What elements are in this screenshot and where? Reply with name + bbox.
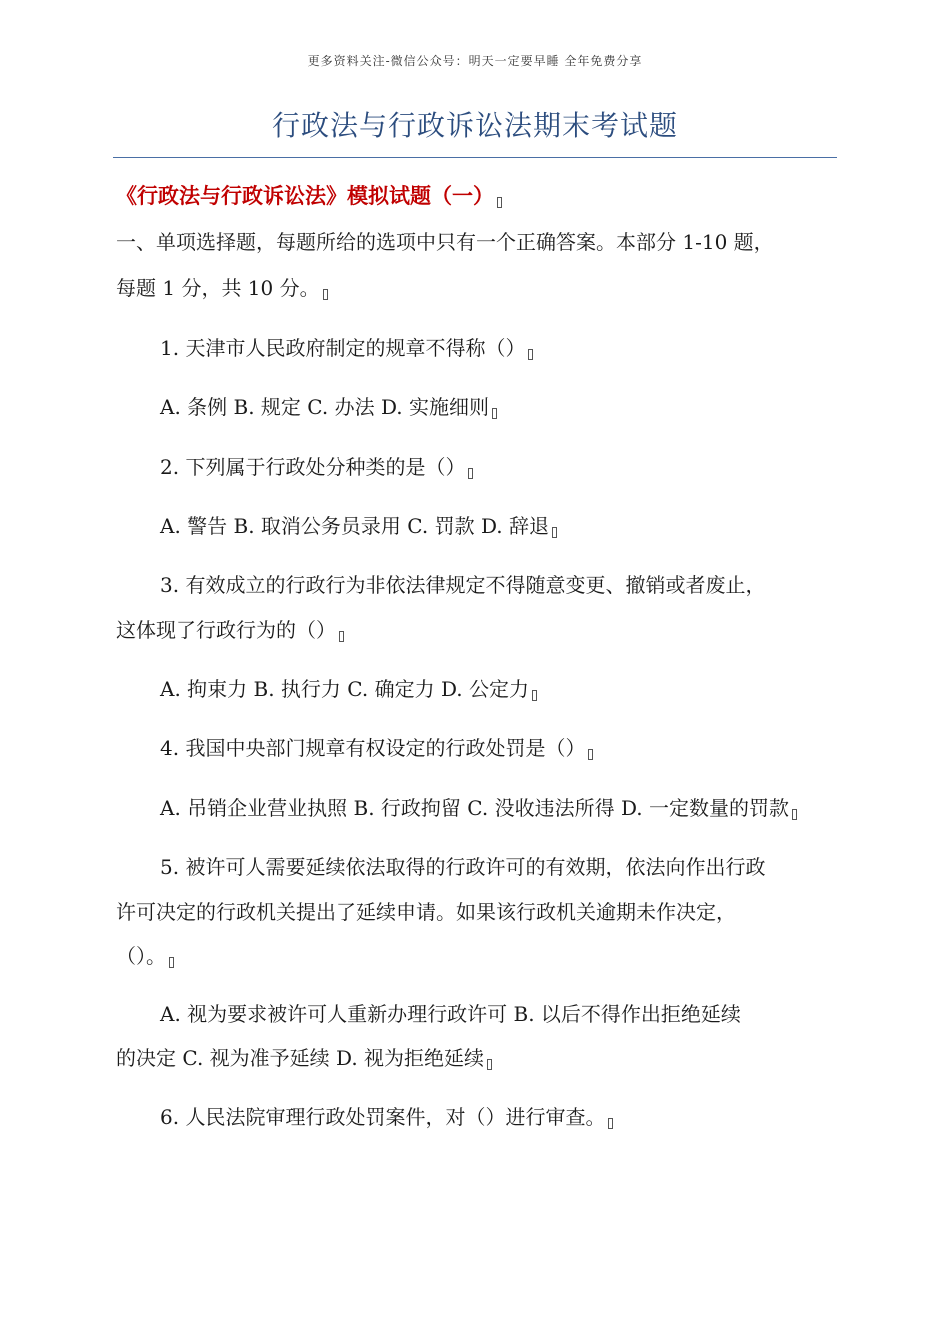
question-5-line-1 xyxy=(160,854,765,880)
line-text: （）。 xyxy=(116,944,166,968)
paragraph-mark-icon xyxy=(323,289,328,300)
paragraph-mark-icon xyxy=(528,349,533,360)
line-text: 4. 我国中央部门规章有权设定的行政处罚是（） xyxy=(160,736,586,760)
line-text: 一、单项选择题，每题所给的选项中只有一个正确答案。本部分 1-10 题， xyxy=(116,230,774,254)
line-text: 6. 人民法院审理行政处罚案件，对（）进行审查。 xyxy=(160,1105,606,1129)
line-text: A. 视为要求被许可人重新办理行政许可 B. 以后不得作出拒绝延续 xyxy=(160,1002,741,1026)
question-1-options xyxy=(160,394,497,420)
paragraph-mark-icon xyxy=(487,1059,492,1070)
question-2 xyxy=(160,454,473,480)
line-text: 3. 有效成立的行政行为非依法律规定不得随意变更、撤销或者废止， xyxy=(160,573,766,597)
paragraph-mark-icon xyxy=(792,809,797,820)
question-2-options xyxy=(160,513,557,539)
line-text: 每题 1 分，共 10 分。 xyxy=(116,276,320,300)
line-text: A. 吊销企业营业执照 B. 行政拘留 C. 没收违法所得 D. 一定数量的罚款 xyxy=(160,796,789,820)
paragraph-mark-icon xyxy=(552,527,557,538)
line-text: 1. 天津市人民政府制定的规章不得称（） xyxy=(160,336,526,360)
instruction-line-1 xyxy=(116,229,774,255)
title-divider xyxy=(113,157,837,158)
paragraph-mark-icon xyxy=(339,631,344,642)
instruction-line-2 xyxy=(116,275,328,301)
question-5-line-2 xyxy=(116,899,736,925)
question-6 xyxy=(160,1104,613,1130)
paragraph-mark-icon xyxy=(468,468,473,479)
line-text: 这体现了行政行为的（） xyxy=(116,618,336,642)
question-3-options xyxy=(160,676,537,702)
paragraph-mark-icon xyxy=(588,749,593,760)
header-note: 更多资料关注-微信公众号：明天一定要早睡 全年免费分享 xyxy=(307,54,643,68)
question-5-line-3 xyxy=(116,943,174,969)
line-text: 许可决定的行政机关提出了延续申请。如果该行政机关逾期未作决定， xyxy=(116,900,736,924)
line-text: 2. 下列属于行政处分种类的是（） xyxy=(160,455,466,479)
line-text: A. 条例 B. 规定 C. 办法 D. 实施细则 xyxy=(160,395,489,419)
line-text: A. 警告 B. 取消公务员录用 C. 罚款 D. 辞退 xyxy=(160,514,549,538)
paragraph-mark-icon xyxy=(492,408,497,419)
line-text: 的决定 C. 视为准予延续 D. 视为拒绝延续 xyxy=(116,1046,485,1070)
paragraph-mark-icon xyxy=(532,690,537,701)
paragraph-mark-icon xyxy=(497,197,502,208)
section-heading-text: 《行政法与行政诉讼法》模拟试题（一） xyxy=(116,183,494,208)
question-3-line-2 xyxy=(116,617,344,643)
question-5-options-line-2 xyxy=(116,1045,492,1071)
question-5-options-line-1 xyxy=(160,1001,741,1027)
document-title: 行政法与行政诉讼法期末考试题 xyxy=(271,109,678,142)
line-text: A. 拘束力 B. 执行力 C. 确定力 D. 公定力 xyxy=(160,677,529,701)
paragraph-mark-icon xyxy=(608,1118,613,1129)
line-text: 5. 被许可人需要延续依法取得的行政许可的有效期，依法向作出行政 xyxy=(160,855,766,879)
section-heading xyxy=(116,180,502,210)
question-3-line-1 xyxy=(160,572,765,598)
paragraph-mark-icon xyxy=(169,957,174,968)
question-4 xyxy=(160,735,593,761)
question-1 xyxy=(160,335,533,361)
question-4-options xyxy=(160,795,797,821)
